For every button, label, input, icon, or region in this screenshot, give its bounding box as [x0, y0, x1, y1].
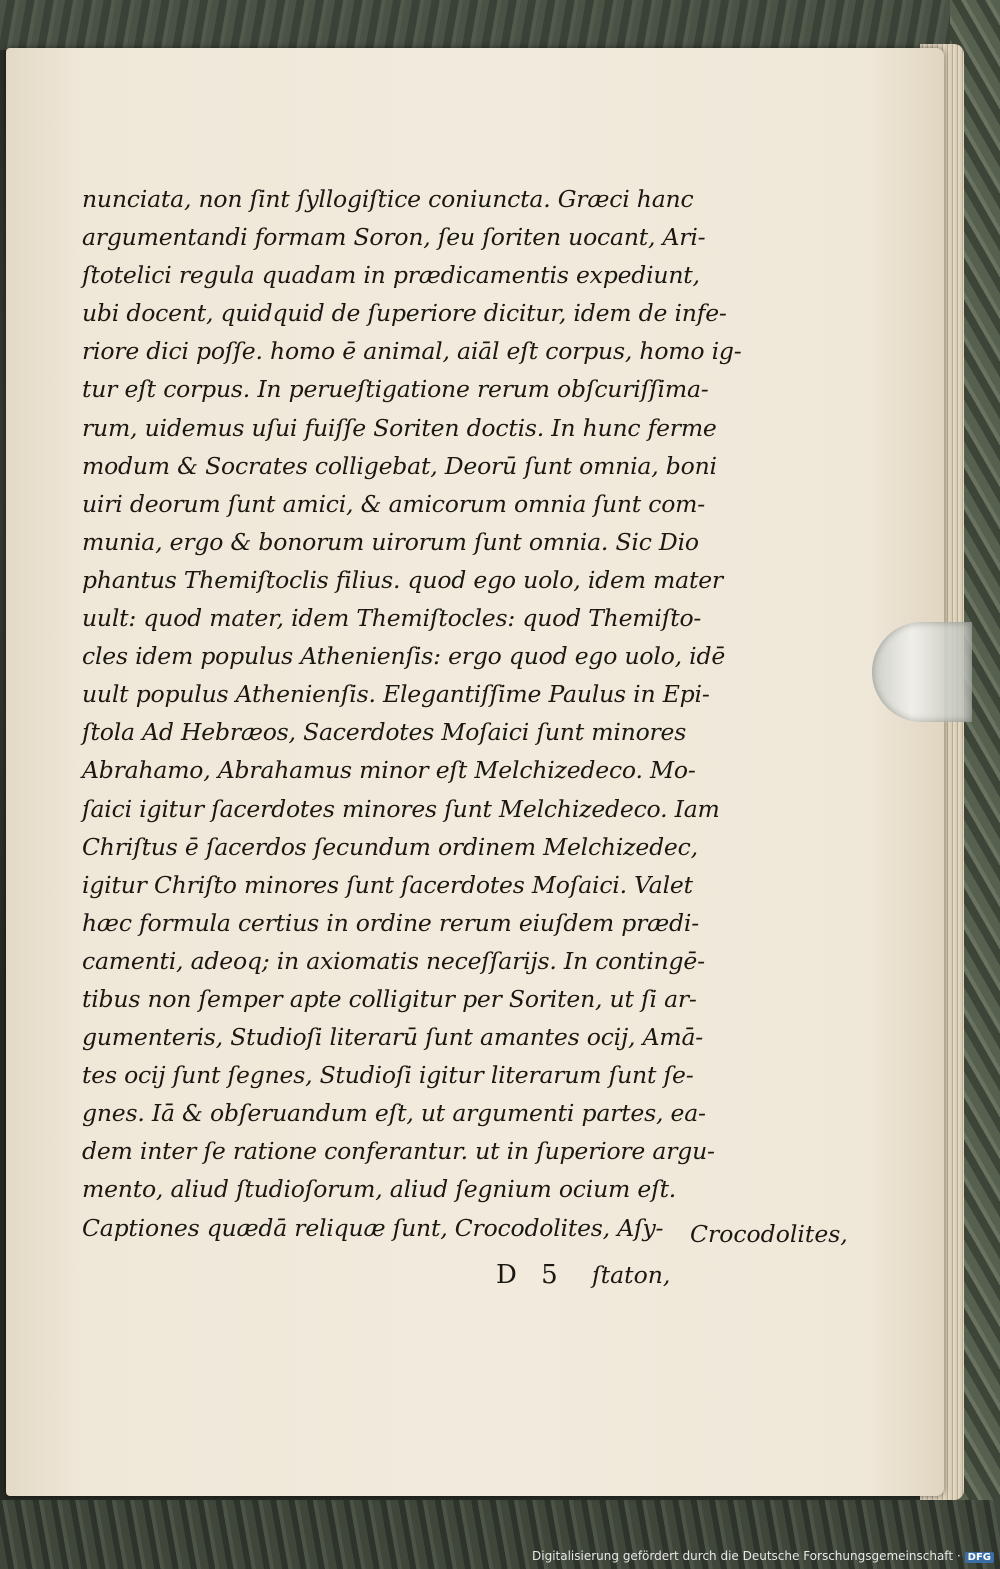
text-line: uult: quod mater, idem Themiſtocles: quod Themiſto-: [82, 604, 702, 633]
body-text: [82, 180, 742, 1247]
text-line: Chriſtus ē ſacerdos ſecundum ordinem Melchizedec,: [82, 832, 698, 861]
text-line: gumenteris, Studioſi literarū ſunt amantes ocij, Amā-: [82, 1023, 703, 1052]
text-line: argumentandi formam Soron, ſeu ſoriten uocant, Ari-: [82, 223, 706, 252]
text-line: uiri deorum ſunt amici, & amicorum omnia ſunt com-: [82, 489, 706, 518]
text-line: phantus Themiſtoclis filius. quod ego uolo, idem mater: [82, 565, 723, 594]
text-line: riore dici poſſe. homo ē animal, aiāl eſt corpus, homo ig-: [82, 337, 742, 366]
text-line: mento, aliud ſtudioſorum, aliud ſegnium ocium eſt.: [82, 1175, 677, 1204]
text-line: Captiones quædā reliquæ ſunt, Crocodolites, Aſy-: [82, 1213, 664, 1242]
text-line: Abrahamo, Abrahamus minor eſt Melchizedeco. Mo-: [82, 756, 696, 785]
text-line: cles idem populus Athenienſis: ergo quod ego uolo, idē: [82, 642, 726, 671]
text-line: camenti, adeoq; in axiomatis neceſſarijs. In contingē-: [82, 946, 705, 975]
digitization-credit: [532, 1549, 994, 1563]
text-line: ſtotelici regula quadam in prædicamentis expediunt,: [82, 261, 700, 290]
marginal-note: Crocodolites,: [690, 1220, 848, 1248]
text-line: rum, uidemus uſui fuiſſe Soriten doctis. In hunc ferme: [82, 413, 717, 442]
text-line: ſtola Ad Hebræos, Sacerdotes Moſaici ſunt minores: [82, 718, 687, 747]
text-line: munia, ergo & bonorum uirorum ſunt omnia. Sic Dio: [82, 527, 699, 556]
text-line: nunciata, non ſint ſyllogiſtice coniuncta. Græci hanc: [82, 185, 694, 213]
book-cover-top: [0, 0, 1000, 50]
text-line: ubi docent, quidquid de ſuperiore dicitur, idem de infe-: [82, 299, 727, 328]
text-line: tes ocij ſunt ſegnes, Studioſi igitur literarum ſunt ſe-: [82, 1061, 694, 1090]
text-line: igitur Chriſto minores ſunt ſacerdotes Moſaici. Valet: [82, 870, 693, 899]
text-line: tur eſt corpus. In perueſtigatione rerum obſcuriſſima-: [82, 375, 709, 404]
catchword: ſtaton,: [592, 1261, 671, 1289]
text-line: modum & Socrates colligebat, Deorū ſunt omnia, boni: [82, 451, 717, 480]
signature-mark: D 5: [496, 1260, 566, 1290]
credit-text: Digitalisierung gefördert durch die Deutsche Forschungsgemeinschaft ·: [532, 1549, 961, 1563]
text-line: tibus non ſemper apte colligitur per Soriten, ut ſi ar-: [82, 984, 697, 1013]
dfg-logo-icon: DFG: [965, 1552, 994, 1563]
text-line: uult populus Athenienſis. Elegantiſſime Paulus in Epi-: [82, 680, 710, 709]
text-line: gnes. Iā & obſeruandum eſt, ut argumenti partes, ea-: [82, 1099, 706, 1128]
text-line: dem inter ſe ratione conferantur. ut in ſuperiore argu-: [82, 1137, 715, 1166]
text-line: ſaici igitur ſacerdotes minores ſunt Melchizedeco. Iam: [82, 794, 720, 823]
page-clip: [872, 622, 972, 722]
text-line: hæc formula certius in ordine rerum eiuſdem prædi-: [82, 908, 699, 937]
